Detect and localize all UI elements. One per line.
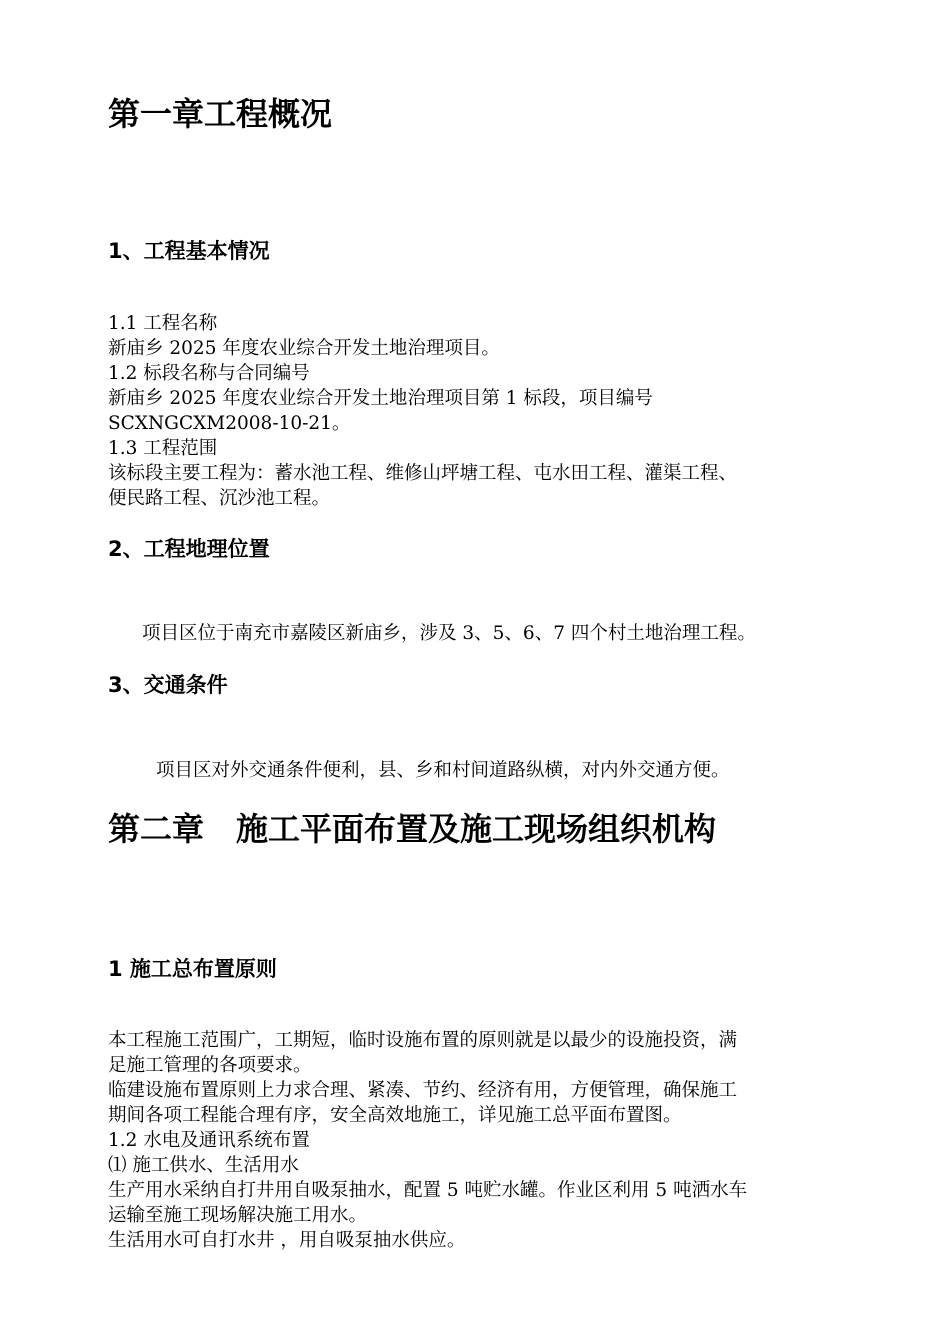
paragraph-line: 1.2 标段名称与合同编号 bbox=[108, 363, 310, 384]
paragraph-line: 项目区位于南充市嘉陵区新庙乡，涉及 3、5、6、7 四个村土地治理工程。 bbox=[142, 623, 756, 644]
paragraph-line: 期间各项工程能合理有序，安全高效地施工，详见施工总平面布置图。 bbox=[108, 1105, 682, 1126]
paragraph-line: SCXNGCXM2008-10-21。 bbox=[108, 413, 351, 434]
chapter-1-title: 第一章工程概况 bbox=[108, 95, 333, 133]
chapter-2-section-1-heading: 1 施工总布置原则 bbox=[108, 957, 277, 981]
chapter-2-title: 第二章 施工平面布置及施工现场组织机构 bbox=[108, 810, 717, 848]
paragraph-line: 本工程施工范围广，工期短，临时设施布置的原则就是以最少的设施投资，满 bbox=[108, 1030, 738, 1051]
paragraph-line: 该标段主要工程为：蓄水池工程、维修山坪塘工程、屯水田工程、灌渠工程、 bbox=[108, 463, 738, 484]
section-2-heading: 2、工程地理位置 bbox=[108, 537, 270, 561]
paragraph-line: 临建设施布置原则上力求合理、紧凑、节约、经济有用，方便管理，确保施工 bbox=[108, 1080, 738, 1101]
paragraph-line: 便民路工程、沉沙池工程。 bbox=[108, 488, 331, 509]
paragraph-line: 新庙乡 2025 年度农业综合开发土地治理项目。 bbox=[108, 338, 500, 359]
section-1-heading: 1、工程基本情况 bbox=[108, 239, 270, 263]
paragraph-line: 项目区对外交通条件便利，县、乡和村间道路纵横，对内外交通方便。 bbox=[156, 760, 730, 781]
section-3-heading: 3、交通条件 bbox=[108, 673, 228, 697]
paragraph-line: 生活用水可自打水井 ，用自吸泵抽水供应。 bbox=[108, 1230, 466, 1251]
paragraph-line: 生产用水采纳自打井用自吸泵抽水，配置 5 吨贮水罐。作业区利用 5 吨洒水车 bbox=[108, 1180, 748, 1201]
paragraph-line: 1.2 水电及通讯系统布置 bbox=[108, 1130, 310, 1151]
paragraph-line: 新庙乡 2025 年度农业综合开发土地治理项目第 1 标段，项目编号 bbox=[108, 388, 653, 409]
paragraph-line: 运输至施工现场解决施工用水。 bbox=[108, 1205, 368, 1226]
paragraph-line: 1.3 工程范围 bbox=[108, 438, 218, 459]
paragraph-line: 1.1 工程名称 bbox=[108, 313, 218, 334]
paragraph-line: ⑴ 施工供水、生活用水 bbox=[108, 1155, 299, 1176]
paragraph-line: 足施工管理的各项要求。 bbox=[108, 1055, 312, 1076]
